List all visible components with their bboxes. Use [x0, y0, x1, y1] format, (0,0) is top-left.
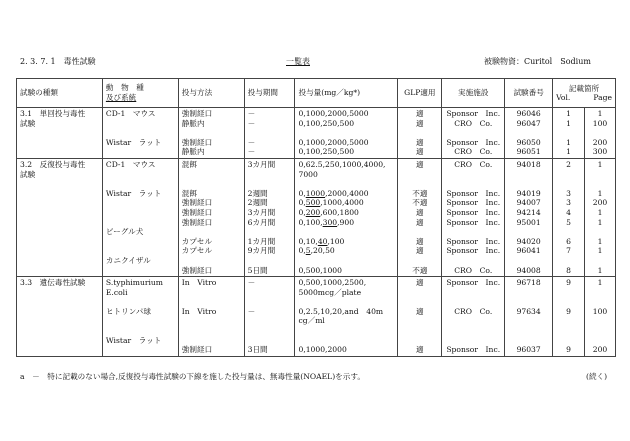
duration-line: 6カ月間: [247, 217, 276, 227]
vol-line: [556, 256, 581, 266]
duration-line: 2週間: [247, 198, 268, 208]
page-line: 1: [597, 217, 603, 227]
glp-line: 適: [416, 109, 424, 118]
col-header-species-line2: 及び系統: [105, 93, 137, 102]
noael-value: 5: [305, 246, 311, 256]
species-line: [106, 345, 175, 355]
cell-page: [584, 277, 615, 357]
vol-line: 3: [566, 188, 571, 198]
route-line: [182, 179, 241, 189]
study-no-line: 94008: [516, 265, 541, 275]
col-header-route: 投与方法: [178, 79, 244, 108]
duration-line: [248, 336, 292, 346]
facility-line: [445, 297, 501, 307]
dose-line: 0,10,40,100: [298, 236, 345, 246]
facility-line: Sponsor Inc.: [446, 236, 501, 246]
vol-line: [556, 297, 581, 307]
study-no-line: 97634: [516, 306, 541, 316]
glp-line: 適: [416, 278, 424, 288]
route-line: [182, 326, 241, 336]
page-line: 1: [597, 188, 603, 198]
dose-line: 7000: [298, 169, 318, 179]
vol-line: [556, 227, 581, 237]
route-line: [182, 288, 241, 298]
glp-line: [401, 297, 438, 307]
species-line: E.coli: [105, 287, 128, 297]
page-line: 200: [592, 137, 608, 147]
vol-line: 1: [566, 147, 571, 157]
study-no-line: 96046: [516, 109, 541, 118]
route-line: 混餌: [181, 159, 197, 169]
species-line: Wistar ラット: [105, 188, 162, 198]
route-line: [182, 128, 241, 138]
facility-line: [445, 170, 501, 180]
species-line: [106, 218, 175, 228]
species-line: Wistar ラット: [105, 137, 162, 147]
study-no-line: 94020: [516, 236, 541, 246]
facility-line: Sponsor Inc.: [446, 217, 501, 227]
route-line: In Vitro: [181, 306, 217, 316]
facility-line: [445, 288, 501, 298]
page-line: 200: [592, 198, 608, 208]
glp-line: [401, 326, 438, 336]
species-line: [106, 170, 175, 180]
page-line: [588, 316, 612, 326]
study-no-line: 96041: [516, 246, 541, 256]
cell-duration: [244, 108, 295, 159]
col-header-location-label: 記載箇所: [568, 83, 600, 93]
page-line: 300: [592, 147, 608, 157]
table-row: [17, 158, 616, 276]
glp-line: 適: [416, 236, 424, 246]
cell-type: [17, 108, 103, 159]
study-no-line: 96051: [516, 147, 541, 157]
vol-line: 8: [566, 265, 571, 275]
col-header-vol: Vol.: [556, 93, 571, 103]
page-line: 1: [597, 109, 603, 118]
duration-line: 5日間: [247, 265, 268, 275]
type-line: 試験: [20, 169, 36, 179]
type-line: [20, 288, 99, 298]
species-line: カニクイザル: [105, 255, 151, 265]
page-line: 1: [597, 278, 603, 288]
duration-line: 1カ月間: [247, 236, 276, 246]
duration-line: [248, 179, 292, 189]
duration-line: [248, 128, 292, 138]
glp-line: 適: [416, 118, 424, 128]
footnote: a － 特に記載のない場合,反復投与毒性試験の下線を施した投与量は、無毒性量(NOAEL)を示す。: [20, 372, 365, 381]
species-line: Wistar ラット: [105, 335, 162, 345]
dose-line: 0,500,1000,4000: [298, 198, 364, 208]
study-no-line: [508, 288, 549, 298]
noael-value: 200: [305, 207, 321, 217]
dose-line: 0,500,1000: [298, 265, 342, 275]
facility-line: Sponsor Inc.: [446, 109, 501, 118]
col-header-facility: 実施施設: [442, 79, 505, 108]
study-no-line: [508, 297, 549, 307]
vol-line: 1: [566, 109, 571, 118]
route-line: 混餌: [181, 188, 197, 198]
glp-line: [401, 336, 438, 346]
facility-line: [445, 326, 501, 336]
vol-line: 5: [566, 217, 571, 227]
vol-line: [556, 316, 581, 326]
facility-line: [445, 128, 501, 138]
duration-line: －: [247, 147, 256, 157]
cell-route: [178, 108, 244, 159]
col-header-duration: 投与期間: [244, 79, 295, 108]
species-line: ヒトリンパ球: [105, 306, 151, 316]
glp-line: 適: [416, 345, 424, 355]
dose-line: [298, 227, 394, 237]
col-header-glp: GLP適用: [398, 79, 442, 108]
dose-line: 5000mcg／plate: [298, 287, 362, 297]
page-line: [588, 326, 612, 336]
duration-line: －: [247, 109, 256, 118]
route-line: 強制経口: [181, 265, 213, 275]
cell-type: [17, 158, 103, 276]
dose-line: cg／ml: [298, 316, 325, 326]
section-heading: 2. 3. 7. 1 毒性試験: [20, 57, 96, 66]
facility-line: CRO Co.: [454, 147, 493, 157]
cell-study-no: [505, 108, 553, 159]
dose-line: [298, 297, 394, 307]
study-no-line: 96050: [516, 137, 541, 147]
study-no-line: [508, 256, 549, 266]
noael-value: 500: [305, 198, 321, 208]
vol-line: [556, 170, 581, 180]
col-header-species-line1: 動 物 種: [105, 83, 144, 93]
facility-line: [445, 256, 501, 266]
study-no-line: 94019: [516, 188, 541, 198]
cell-glp: [398, 277, 442, 357]
col-header-species: [102, 79, 178, 108]
cell-study-no: [505, 158, 553, 276]
glp-line: 不適: [412, 198, 428, 208]
dose-line: [298, 336, 394, 346]
dose-line: 0,100,300,900: [298, 217, 355, 227]
facility-line: Sponsor Inc.: [446, 137, 501, 147]
table-row: [17, 277, 616, 357]
route-line: 強制経口: [181, 345, 213, 355]
study-no-line: [508, 336, 549, 346]
duration-line: 3カ月間: [247, 207, 276, 217]
glp-line: 適: [416, 207, 424, 217]
route-line: [182, 297, 241, 307]
study-no-line: [508, 179, 549, 189]
vol-line: [556, 288, 581, 298]
route-line: 強制経口: [181, 198, 213, 208]
glp-line: [401, 179, 438, 189]
species-line: [106, 246, 175, 256]
col-header-location: [553, 79, 616, 108]
glp-line: 適: [416, 147, 424, 157]
facility-line: CRO Co.: [454, 265, 493, 275]
type-line: 3.3 遺伝毒性試験: [20, 278, 86, 288]
species-line: CD-1 マウス: [105, 159, 156, 169]
cell-duration: [244, 277, 295, 357]
vol-line: 9: [566, 345, 571, 355]
study-no-line: [508, 128, 549, 138]
vol-line: [556, 128, 581, 138]
table-row: [17, 108, 616, 159]
continued-label: (続く): [586, 372, 608, 381]
cell-dose: [295, 108, 398, 159]
dose-line: [298, 326, 394, 336]
page-line: [588, 336, 612, 346]
cell-dose: [295, 158, 398, 276]
route-line: 静脈内: [181, 118, 205, 128]
study-no-line: 96718: [516, 278, 541, 288]
duration-line: －: [247, 278, 256, 288]
glp-line: 適: [416, 159, 424, 169]
cell-route: [178, 277, 244, 357]
page-line: [588, 297, 612, 307]
facility-line: [445, 179, 501, 189]
dose-line: 0,100,250,500: [298, 147, 355, 157]
study-no-line: 94007: [516, 198, 541, 208]
species-line: [106, 266, 175, 276]
cell-type: [17, 277, 103, 357]
cell-duration: [244, 158, 295, 276]
route-line: In Vitro: [181, 278, 217, 288]
glp-line: [401, 170, 438, 180]
cell-page: [584, 108, 615, 159]
facility-line: [445, 336, 501, 346]
noael-value: 40: [317, 236, 328, 246]
dose-line: 0,2.5,10,20,and 40m: [298, 306, 384, 316]
vol-line: 9: [566, 278, 571, 288]
dose-line: 0,1000,2000,4000: [298, 188, 369, 198]
study-no-line: 96047: [516, 118, 541, 128]
species-line: [106, 208, 175, 218]
facility-line: [445, 316, 501, 326]
page-line: 1: [597, 246, 603, 256]
duration-line: 9カ月間: [247, 246, 276, 256]
page-line: 1: [597, 159, 603, 169]
duration-line: 3カ月間: [247, 159, 276, 169]
page-line: 1: [597, 236, 603, 246]
species-line: ビーグル犬: [105, 227, 144, 237]
route-line: [182, 170, 241, 180]
duration-line: －: [247, 137, 256, 147]
glp-line: [401, 128, 438, 138]
vol-line: 9: [566, 306, 571, 316]
duration-line: [248, 170, 292, 180]
dose-line: [298, 256, 394, 266]
route-line: 強制経口: [181, 109, 213, 118]
cell-dose: [295, 277, 398, 357]
dose-line: 0,500,1000,2500,: [298, 278, 367, 288]
glp-line: 不適: [412, 188, 428, 198]
table-header-row: [17, 79, 616, 108]
glp-line: [401, 288, 438, 298]
col-header-study-no: 試験番号: [505, 79, 553, 108]
cell-glp: [398, 158, 442, 276]
noael-value: 300: [322, 217, 338, 227]
dose-line: 0,5,20,50: [298, 246, 335, 256]
vol-line: 2: [566, 159, 571, 169]
col-header-type: 試験の種類: [17, 79, 103, 108]
duration-line: [248, 297, 292, 307]
species-line: [106, 237, 175, 247]
facility-line: Sponsor Inc.: [446, 207, 501, 217]
glp-line: [401, 316, 438, 326]
study-no-line: 94018: [516, 159, 541, 169]
page-line: 100: [592, 118, 608, 128]
duration-line: [248, 256, 292, 266]
species-line: S.typhimurium: [105, 278, 163, 288]
dose-line: [298, 128, 394, 138]
test-substance: 被験物資：Curitol Sodium: [484, 57, 591, 66]
duration-line: 3日間: [247, 345, 268, 355]
study-no-line: [508, 316, 549, 326]
species-line: [106, 316, 175, 326]
toxicity-summary-table: [16, 78, 616, 357]
cell-species: [102, 277, 178, 357]
route-line: 強制経口: [181, 137, 213, 147]
route-line: カプセル: [181, 246, 213, 256]
species-line: [106, 147, 175, 157]
cell-facility: [442, 158, 505, 276]
duration-line: 2週間: [247, 188, 268, 198]
glp-line: [401, 256, 438, 266]
facility-line: CRO Co.: [454, 118, 493, 128]
duration-line: [248, 288, 292, 298]
facility-line: Sponsor Inc.: [446, 188, 501, 198]
page-line: [588, 179, 612, 189]
vol-line: [556, 336, 581, 346]
page-line: 1: [597, 265, 603, 275]
cell-species: [102, 108, 178, 159]
cell-glp: [398, 108, 442, 159]
route-line: 強制経口: [181, 207, 213, 217]
cell-facility: [442, 277, 505, 357]
facility-line: CRO Co.: [454, 159, 493, 169]
vol-line: 1: [566, 118, 571, 128]
route-line: [182, 256, 241, 266]
dose-line: 0,100,250,500: [298, 118, 355, 128]
col-header-page: Page: [593, 93, 612, 103]
cell-facility: [442, 108, 505, 159]
glp-line: 適: [416, 246, 424, 256]
species-line: [106, 198, 175, 208]
dose-line: 0,1000,2000,5000: [298, 137, 369, 147]
noael-value: 1000: [305, 188, 326, 198]
cell-vol: [553, 277, 585, 357]
study-no-line: 95001: [516, 217, 541, 227]
facility-line: Sponsor Inc.: [446, 278, 501, 288]
page-line: 1: [597, 207, 603, 217]
facility-line: Sponsor Inc.: [446, 246, 501, 256]
study-no-line: [508, 227, 549, 237]
glp-line: 不適: [412, 265, 428, 275]
dose-line: 0,1000,2000: [298, 345, 347, 355]
facility-line: Sponsor Inc.: [446, 198, 501, 208]
cell-route: [178, 158, 244, 276]
type-line: 試験: [20, 118, 36, 128]
glp-line: [401, 227, 438, 237]
vol-line: [556, 179, 581, 189]
species-line: [106, 128, 175, 138]
facility-line: CRO Co.: [454, 306, 493, 316]
page-line: 100: [592, 306, 608, 316]
duration-line: [248, 326, 292, 336]
glp-line: 適: [416, 217, 424, 227]
vol-line: 7: [566, 246, 571, 256]
species-line: [106, 326, 175, 336]
glp-line: 適: [416, 137, 424, 147]
page-line: [588, 170, 612, 180]
glp-line: 適: [416, 306, 424, 316]
page-line: 200: [592, 345, 608, 355]
cell-species: [102, 158, 178, 276]
type-line: 3.1 単回投与毒性: [20, 109, 86, 118]
route-line: [182, 227, 241, 237]
route-line: 静脈内: [181, 147, 205, 157]
col-header-dose: 投与量(mg／kg*): [295, 79, 398, 108]
study-no-line: 94214: [516, 207, 541, 217]
study-no-line: 96037: [516, 345, 541, 355]
species-line: [106, 297, 175, 307]
facility-line: Sponsor Inc.: [446, 345, 501, 355]
species-line: [106, 119, 175, 129]
duration-line: [248, 316, 292, 326]
duration-line: [248, 227, 292, 237]
page-line: [588, 288, 612, 298]
route-line: カプセル: [181, 236, 213, 246]
dose-line: 0,1000,2000,5000: [298, 109, 369, 118]
study-no-line: [508, 170, 549, 180]
duration-line: －: [247, 118, 256, 128]
route-line: 強制経口: [181, 217, 213, 227]
vol-line: 3: [566, 198, 571, 208]
page-line: [588, 128, 612, 138]
cell-vol: [553, 158, 585, 276]
page-line: [588, 256, 612, 266]
page-line: [588, 227, 612, 237]
type-line: 3.2 反復投与毒性: [20, 159, 86, 169]
vol-line: 4: [566, 207, 571, 217]
document-title: 一覧表: [286, 57, 310, 66]
facility-line: [445, 227, 501, 237]
cell-vol: [553, 108, 585, 159]
cell-page: [584, 158, 615, 276]
route-line: [182, 336, 241, 346]
species-line: [106, 179, 175, 189]
route-line: [182, 316, 241, 326]
vol-line: 6: [566, 236, 571, 246]
cell-study-no: [505, 277, 553, 357]
duration-line: －: [247, 306, 256, 316]
vol-line: [556, 326, 581, 336]
dose-line: 0,62.5,250,1000,4000,: [298, 159, 386, 169]
dose-line: 0,200,600,1800: [298, 207, 359, 217]
vol-line: 1: [566, 137, 571, 147]
study-no-line: [508, 326, 549, 336]
species-line: CD-1 マウス: [105, 109, 156, 118]
dose-line: [298, 179, 394, 189]
